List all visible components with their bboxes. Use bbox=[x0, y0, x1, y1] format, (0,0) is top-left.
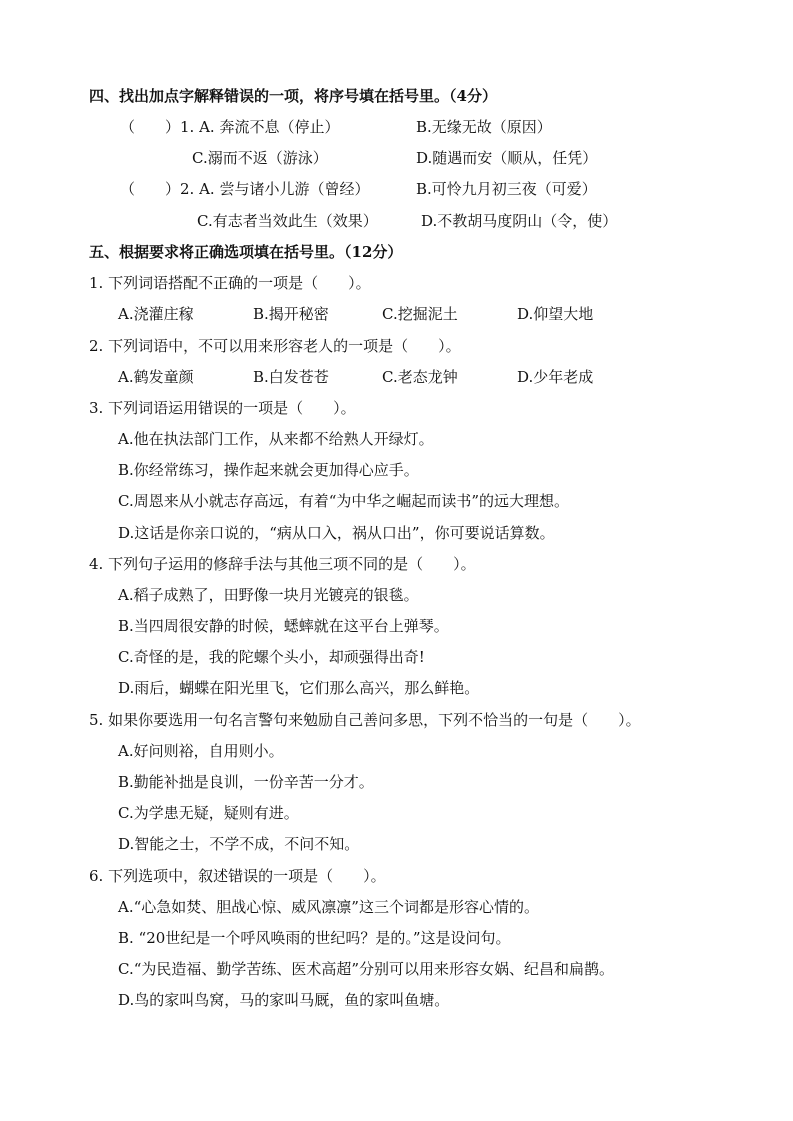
s5-q5-option-d: D.智能之士，不学不成，不问不知。 bbox=[118, 835, 360, 853]
s5-q6-stem: 6. 下列选项中，叙述错误的一项是（ ）。 bbox=[89, 867, 386, 885]
s5-q4-option-b: B.当四周很安静的时候，蟋蟀就在这平台上弹琴。 bbox=[118, 617, 449, 635]
s5-q4-option-a: A.稻子成熟了，田野像一块月光镀亮的银毯。 bbox=[118, 586, 419, 604]
section-4-heading: 四、找出加点字解释错误的一项，将序号填在括号里。（4分） bbox=[89, 87, 497, 105]
s5-q3-stem: 3. 下列词语运用错误的一项是（ ）。 bbox=[89, 399, 356, 417]
s4-q1-option-c: C.溺而不返（游泳） bbox=[192, 149, 328, 167]
s4-q1-option-d: D.随遇而安（顺从，任凭） bbox=[416, 149, 598, 167]
s4-q2-option-d: D.不教胡马度阴山（令，使） bbox=[421, 212, 618, 230]
s5-q4-stem: 4. 下列句子运用的修辞手法与其他三项不同的是（ ）。 bbox=[89, 555, 476, 573]
s5-q5-option-c: C.为学患无疑，疑则有进。 bbox=[118, 804, 299, 822]
s5-q2-option-b: B.白发苍苍 bbox=[253, 368, 329, 386]
s5-q2-stem: 2. 下列词语中，不可以用来形容老人的一项是（ ）。 bbox=[89, 337, 461, 355]
s5-q6-option-b: B. “20世纪是一个呼风唤雨的世纪吗？是的。”这是设问句。 bbox=[118, 929, 511, 947]
s5-q6-option-c: C.“为民造福、勤学苦练、医术高超”分别可以用来形容女娲、纪昌和扁鹊。 bbox=[118, 960, 615, 978]
s5-q1-stem: 1. 下列词语搭配不正确的一项是（ ）。 bbox=[89, 274, 371, 292]
s5-q6-option-d: D.鸟的家叫鸟窝，马的家叫马厩，鱼的家叫鱼塘。 bbox=[118, 991, 450, 1009]
s5-q1-option-d: D.仰望大地 bbox=[517, 305, 594, 323]
s5-q4-option-d: D.雨后，蝴蝶在阳光里飞，它们那么高兴，那么鲜艳。 bbox=[118, 679, 480, 697]
s5-q2-option-a: A.鹤发童颜 bbox=[118, 368, 194, 386]
s5-q1-option-a: A.浇灌庄稼 bbox=[118, 305, 194, 323]
s5-q5-stem: 5. 如果你要选用一句名言警句来勉励自己善问多思，下列不恰当的一句是（ ）。 bbox=[89, 711, 641, 729]
s4-q1-option-a: （ ）1. A. 奔流不息（停止） bbox=[120, 118, 340, 136]
s5-q5-option-b: B.勤能补拙是良训，一份辛苦一分才。 bbox=[118, 773, 374, 791]
s5-q2-option-d: D.少年老成 bbox=[517, 368, 594, 386]
s5-q3-option-d: D.这话是你亲口说的，“病从口入，祸从口出”，你可要说话算数。 bbox=[118, 524, 555, 542]
s5-q3-option-b: B.你经常练习，操作起来就会更加得心应手。 bbox=[118, 461, 419, 479]
s5-q4-option-c: C.奇怪的是，我的陀螺个头小，却顽强得出奇! bbox=[118, 648, 425, 666]
s5-q3-option-a: A.他在执法部门工作，从来都不给熟人开绿灯。 bbox=[118, 430, 434, 448]
s5-q1-option-b: B.揭开秘密 bbox=[253, 305, 329, 323]
s5-q5-option-a: A.好问则裕，自用则小。 bbox=[118, 742, 284, 760]
s5-q2-option-c: C.老态龙钟 bbox=[382, 368, 458, 386]
s5-q6-option-a: A.“心急如焚、胆战心惊、威风凛凛”这三个词都是形容心情的。 bbox=[118, 898, 539, 916]
s4-q2-option-a: （ ）2. A. 尝与诸小儿游（曾经） bbox=[120, 180, 370, 198]
s4-q2-option-c: C.有志者当效此生（效果） bbox=[197, 212, 378, 230]
s4-q1-option-b: B.无缘无故（原因） bbox=[416, 118, 552, 136]
s4-q2-option-b: B.可怜九月初三夜（可爱） bbox=[416, 180, 597, 198]
s5-q1-option-c: C.挖掘泥土 bbox=[382, 305, 458, 323]
s5-q3-option-c: C.周恩来从小就志存高远，有着“为中华之崛起而读书”的远大理想。 bbox=[118, 492, 570, 510]
section-5-heading: 五、根据要求将正确选项填在括号里。（12分） bbox=[89, 243, 403, 261]
